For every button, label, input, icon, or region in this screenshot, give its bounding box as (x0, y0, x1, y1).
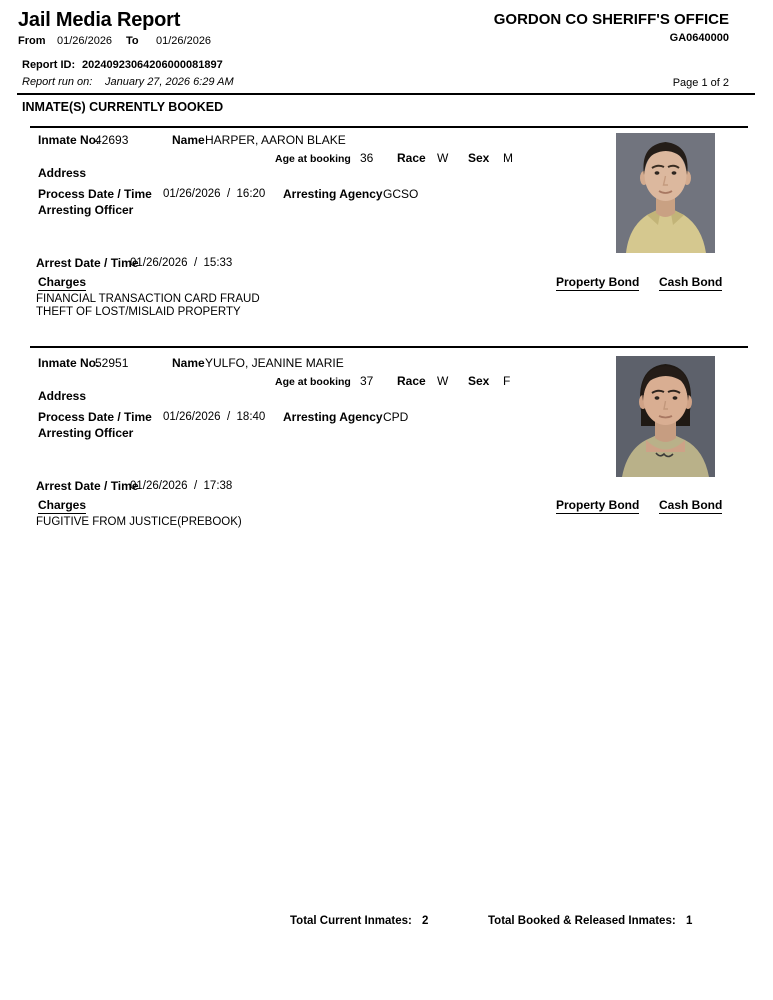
total-booked-released-value: 1 (686, 915, 693, 927)
address-label: Address (38, 389, 87, 403)
charge-line: FINANCIAL TRANSACTION CARD FRAUD (36, 293, 260, 305)
report-id-label: Report ID: (22, 59, 76, 71)
report-id-value: 20240923064206000081897 (82, 59, 223, 71)
age-label: Age at booking (275, 376, 351, 388)
race-value: W (437, 151, 449, 165)
cash-bond-header: Cash Bond (659, 275, 723, 289)
page-number: Page 1 of 2 (672, 77, 729, 89)
sex-value: F (503, 374, 511, 388)
total-current-label: Total Current Inmates: (290, 915, 412, 927)
record-divider (30, 346, 748, 348)
office-id: GA0640000 (669, 32, 729, 44)
from-date: 01/26/2026 (57, 35, 113, 47)
total-booked-released-label: Total Booked & Released Inmates: (488, 915, 676, 927)
arresting-agency-label: Arresting Agency (283, 410, 383, 424)
arresting-officer-label: Arresting Officer (38, 426, 134, 440)
arresting-agency-label: Arresting Agency (283, 187, 383, 201)
age-label: Age at booking (275, 153, 351, 165)
inmate-no-value: 42693 (95, 133, 129, 147)
process-datetime-value: 01/26/2026 / 18:40 (163, 411, 266, 423)
inmate-no-label: Inmate No. (38, 133, 100, 147)
charge-line: THEFT OF LOST/MISLAID PROPERTY (36, 306, 241, 318)
from-label: From (18, 35, 46, 47)
run-on-label: Report run on: (22, 76, 93, 88)
charge-line: FUGITIVE FROM JUSTICE(PREBOOK) (36, 516, 242, 528)
office-name: GORDON CO SHERIFF'S OFFICE (493, 11, 729, 28)
arresting-agency-value: GCSO (383, 187, 419, 201)
inmate-no-label: Inmate No. (38, 356, 100, 370)
name-value: HARPER, AARON BLAKE (205, 133, 346, 147)
property-bond-header: Property Bond (556, 275, 640, 289)
cash-bond-header: Cash Bond (659, 498, 723, 512)
total-current-value: 2 (422, 915, 429, 927)
arresting-agency-value: CPD (383, 410, 409, 424)
header-divider (17, 93, 755, 95)
section-divider (30, 126, 748, 128)
sex-label: Sex (468, 151, 490, 165)
inmate-mugshot (616, 133, 715, 253)
inmate-no-value: 52951 (95, 356, 129, 370)
sex-label: Sex (468, 374, 490, 388)
section-title: INMATE(S) CURRENTLY BOOKED (22, 100, 224, 114)
arrest-datetime-label: Arrest Date / Time (36, 479, 139, 493)
charges-header: Charges (38, 275, 87, 289)
address-label: Address (38, 166, 87, 180)
to-date: 01/26/2026 (156, 35, 212, 47)
inmate-record (0, 356, 773, 546)
inmate-mugshot (616, 356, 715, 476)
race-label: Race (397, 374, 426, 388)
mugshot-male-graphic (616, 133, 715, 253)
arrest-datetime-label: Arrest Date / Time (36, 256, 139, 270)
race-value: W (437, 374, 449, 388)
name-label: Name (172, 133, 205, 147)
arrest-datetime-value: 01/26/2026 / 17:38 (130, 480, 233, 492)
page-title: Jail Media Report (18, 9, 181, 31)
to-label: To (126, 35, 139, 47)
inmate-record (0, 133, 773, 323)
name-label: Name (172, 356, 205, 370)
age-value: 36 (360, 151, 374, 165)
charges-header: Charges (38, 498, 87, 512)
process-datetime-label: Process Date / Time (38, 187, 152, 201)
process-datetime-value: 01/26/2026 / 16:20 (163, 188, 266, 200)
run-on-value: January 27, 2026 6:29 AM (105, 76, 234, 88)
age-value: 37 (360, 374, 374, 388)
property-bond-header: Property Bond (556, 498, 640, 512)
process-datetime-label: Process Date / Time (38, 410, 152, 424)
race-label: Race (397, 151, 426, 165)
arrest-datetime-value: 01/26/2026 / 15:33 (130, 257, 233, 269)
sex-value: M (503, 151, 513, 165)
arresting-officer-label: Arresting Officer (38, 203, 134, 217)
mugshot-female-graphic (616, 356, 715, 477)
name-value: YULFO, JEANINE MARIE (205, 356, 344, 370)
